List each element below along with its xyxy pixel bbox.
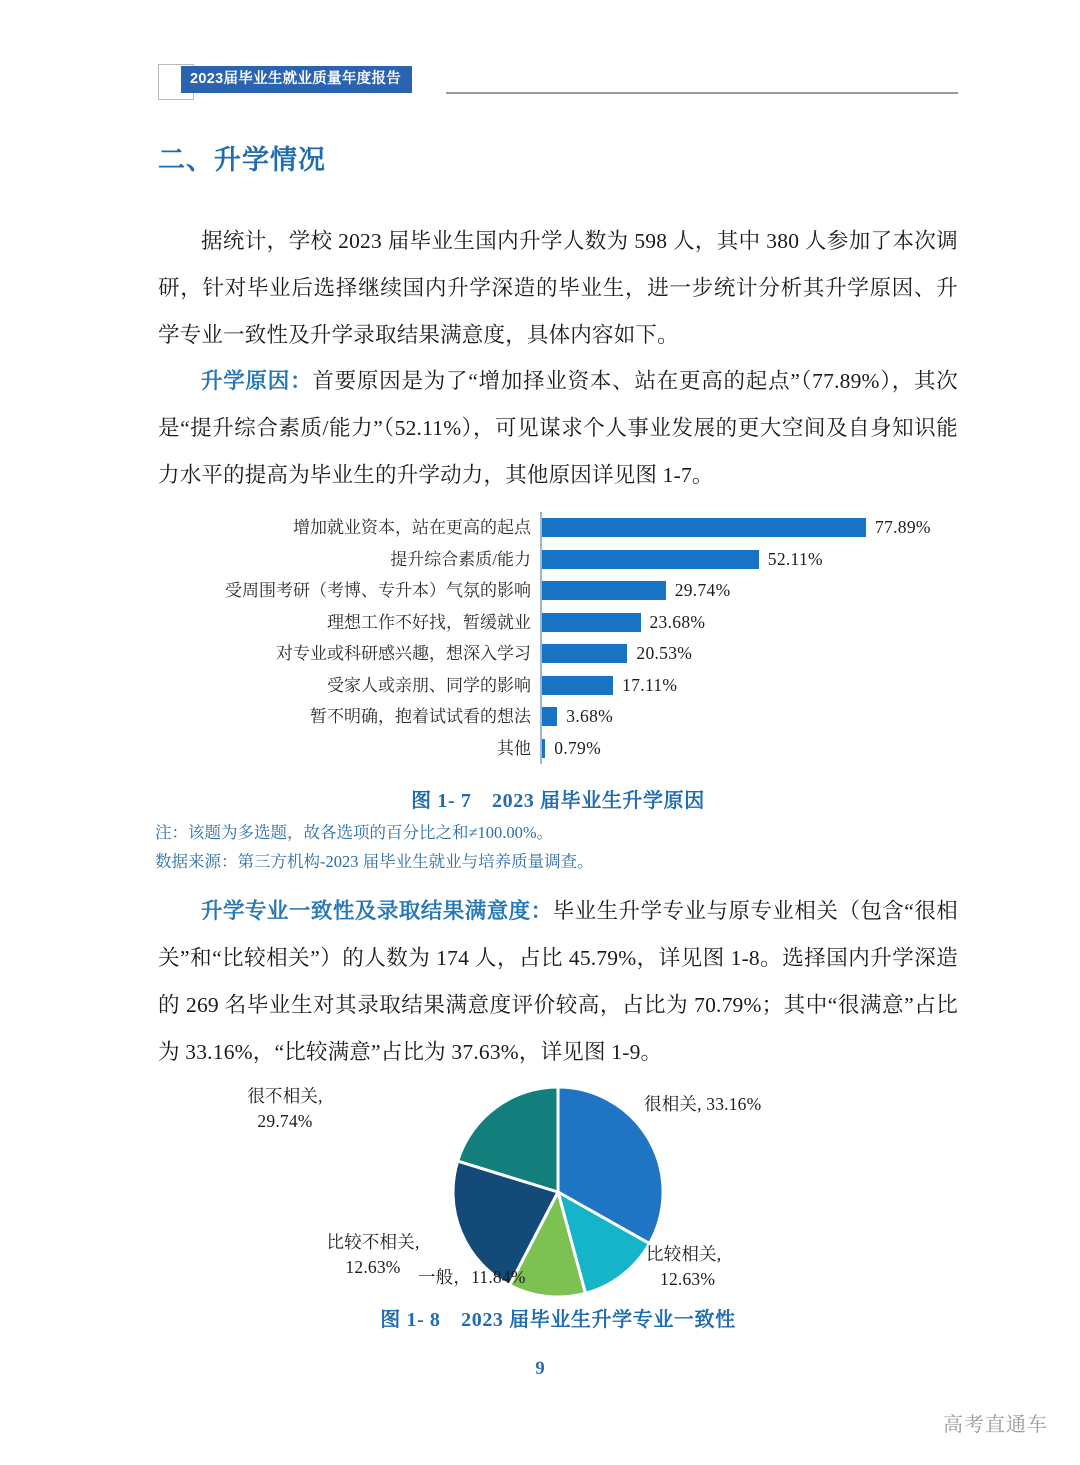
- bar-fill: [542, 518, 866, 537]
- pie-label-line: 很相关, 33.16%: [644, 1094, 762, 1114]
- bar-value-label: 29.74%: [674, 580, 731, 601]
- bar-row: [158, 733, 958, 765]
- pie-label-very-related: [644, 1092, 761, 1117]
- pie-label-very-unrelated: [210, 1084, 360, 1134]
- bar-category-label: 其他: [497, 738, 531, 758]
- header-rule: [446, 92, 958, 94]
- bar-fill: [542, 613, 641, 632]
- figure-caption-1-7: 图 1- 7 2023 届毕业生升学原因: [411, 790, 705, 812]
- bar-track: [540, 638, 958, 670]
- bar-track: [540, 670, 958, 702]
- pie-chart-major-consistency: [158, 1070, 958, 1300]
- pie-label-line: 比较相关,: [646, 1244, 722, 1264]
- bar-value-label: 20.53%: [636, 643, 693, 664]
- advancement-reason-label: 升学原因：: [201, 369, 313, 393]
- bar-category-label: 理想工作不好找，暂缓就业: [327, 612, 531, 632]
- bar-value-label: 77.89%: [875, 517, 931, 538]
- pie-label-line: 一般，11.84%: [418, 1267, 526, 1287]
- figure-note-multiselect: 注：该题为多选题，故各选项的百分比之和≠100.00%。: [155, 823, 554, 842]
- bar-category-label: 暂不明确，抱着试试看的想法: [310, 707, 531, 727]
- bar-category-label: 对专业或科研感兴趣，想深入学习: [276, 644, 531, 664]
- pie-label-fairly-related: [646, 1242, 721, 1292]
- bar-value-label: 17.11%: [622, 674, 678, 695]
- pie-label-fairly-unrelated: [298, 1230, 448, 1280]
- bar-chart-advancement-reasons: [158, 512, 958, 764]
- bar-row: [158, 575, 958, 607]
- figure-caption-1-8: 图 1- 8 2023 届毕业生升学专业一致性: [380, 1309, 736, 1331]
- pie-label-line: 很不相关,: [247, 1086, 323, 1106]
- major-consistency-body: 毕业生升学专业与原专业相关（包含“很相关”和“比较相关”）的人数为 174 人，占比 45.79%，详见图 1-8。选择国内升学深造的 269 名毕业生对其录取结果满意度评价较高，占比为 70.79%；其中“很满意”占比为 33.16%，“比较满意”占比为 37.63%，详见图 1-9。: [158, 899, 958, 1064]
- advancement-reason-body: 首要原因是为了“增加择业资本、站在更高的起点”（77.89%），其次是“提升综合素质/能力”（52.11%），可见谋求个人事业发展的更大空间及自身知识能力水平的提高为毕业生的升学动力，其他原因详见图 1-7。: [158, 369, 958, 487]
- bar-track: [540, 575, 958, 607]
- bar-category-label: 增加就业资本，站在更高的起点: [293, 518, 531, 538]
- bar-row: [158, 607, 958, 639]
- bar-category-label: 受周围考研（考博、专升本）气氛的影响: [225, 581, 531, 601]
- major-consistency-label: 升学专业一致性及录取结果满意度：: [201, 899, 553, 923]
- paragraph-intro-text: 据统计，学校 2023 届毕业生国内升学人数为 598 人，其中 380 人参加了本次调研，针对毕业后选择继续国内升学深造的毕业生，进一步统计分析其升学原因、升学专业一致性及升学录取结果满意度，具体内容如下。: [158, 229, 958, 347]
- bar-track: [540, 512, 958, 544]
- figure-notes: [155, 818, 965, 876]
- bar-fill: [542, 550, 759, 569]
- paragraph-advancement-reason-text: [158, 358, 958, 499]
- section-title: 二、升学情况: [158, 145, 326, 175]
- page-number: 9: [535, 1358, 545, 1379]
- bar-row: [158, 544, 958, 576]
- bar-row: [158, 638, 958, 670]
- bar-value-label: 23.68%: [649, 611, 706, 632]
- bar-row: [158, 670, 958, 702]
- bar-category-label: 受家人或亲朋、同学的影响: [327, 675, 531, 695]
- paragraph-intro: [158, 218, 958, 359]
- bar-track: [540, 733, 958, 765]
- bar-track: [540, 701, 958, 733]
- bar-row: [158, 701, 958, 733]
- page-header: [158, 62, 958, 104]
- paragraph-advancement-reason: [158, 358, 958, 499]
- bar-category-label: 提升综合素质/能力: [390, 549, 531, 569]
- bar-row: [158, 512, 958, 544]
- pie-label-line: 29.74%: [257, 1111, 313, 1131]
- bar-track: [540, 607, 958, 639]
- bar-fill: [542, 581, 666, 600]
- bar-fill: [542, 644, 627, 663]
- paragraph-major-consistency: [158, 888, 958, 1076]
- pie-label-line: 12.63%: [345, 1257, 401, 1277]
- bar-value-label: 52.11%: [767, 548, 823, 569]
- header-report-title: 2023届毕业生就业质量年度报告: [181, 66, 412, 93]
- bar-fill: [542, 676, 613, 695]
- bar-value-label: 3.68%: [566, 706, 613, 727]
- bar-fill: [542, 707, 557, 726]
- bar-track: [540, 544, 958, 576]
- pie-label-line: 12.63%: [660, 1269, 716, 1289]
- bar-value-label: 0.79%: [554, 737, 601, 758]
- bar-fill: [542, 739, 545, 758]
- watermark: 高考直通车: [943, 1414, 1048, 1436]
- pie-label-line: 比较不相关,: [326, 1232, 420, 1252]
- figure-note-data-source: 数据来源：第三方机构-2023 届毕业生就业与培养质量调查。: [155, 852, 594, 871]
- paragraph-major-consistency-text: [158, 888, 958, 1076]
